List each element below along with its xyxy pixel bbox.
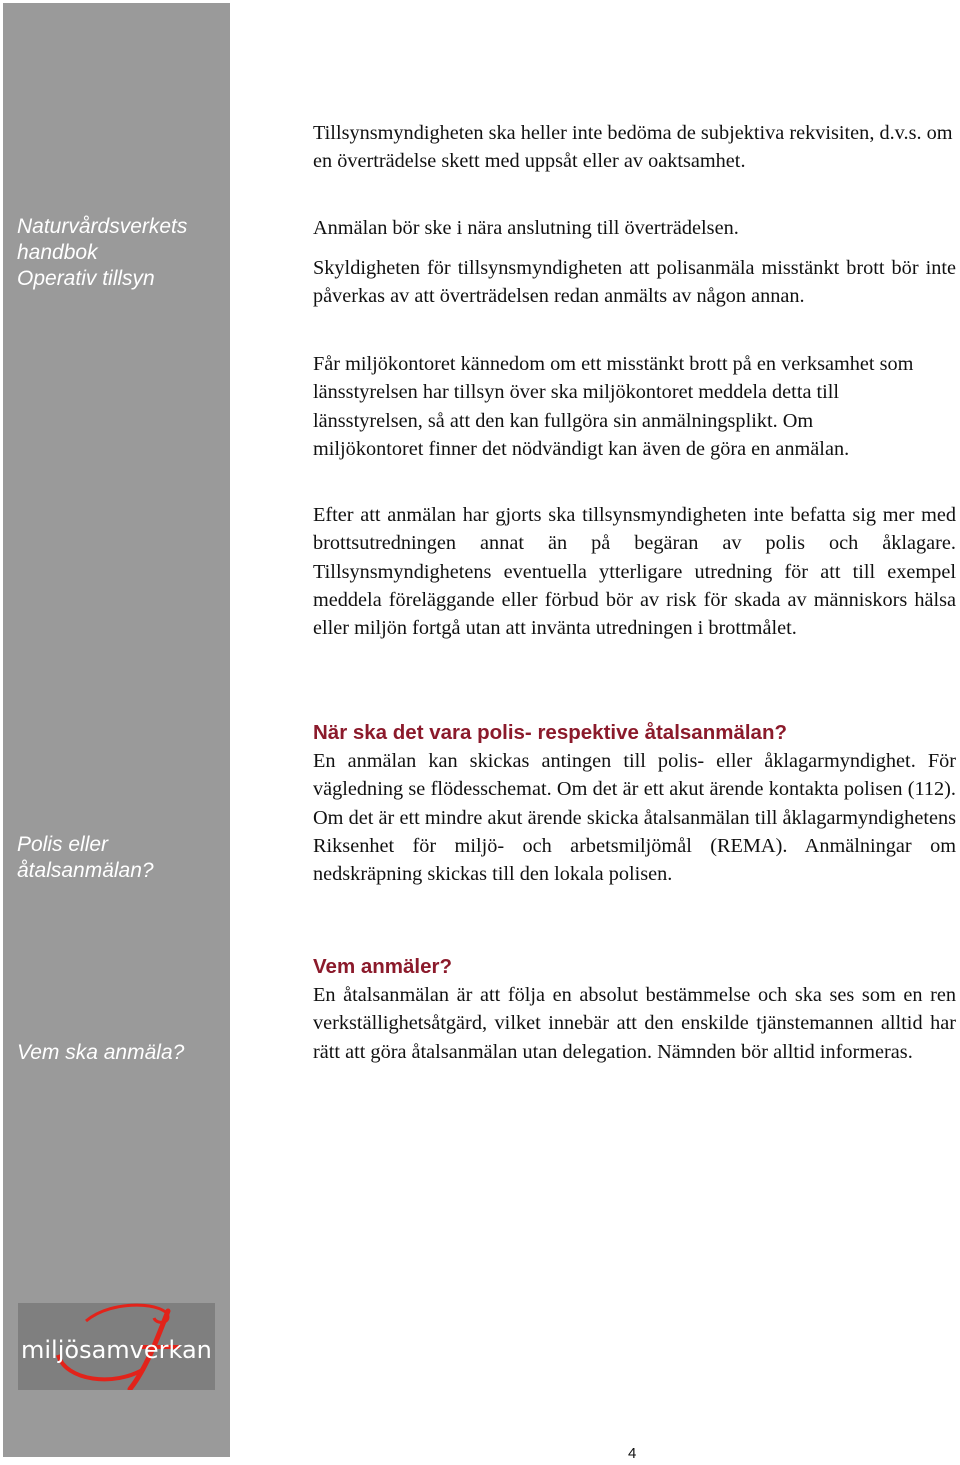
- paragraph-environment-office: [313, 350, 923, 463]
- miljosamverkan-logo: [18, 1303, 215, 1390]
- margin-note-vem: [17, 1040, 217, 1066]
- logo-graphic: [18, 1303, 215, 1390]
- paragraph-subjective-elements: [313, 119, 956, 176]
- paragraph-text: Efter att anmälan har gjorts ska tillsynsmyndigheten inte befatta sig mer med brottsutredningen annat än på begäran av polis och åklagare. Tillsynsmyndighetens eventuella ytterligare utredning för att till exempel meddela föreläggande eller förbud bör av risk för skada av människors hälsa eller miljön fortgå utan att invänta utredningen i brottmålet.: [313, 504, 956, 640]
- paragraph-text: Tillsynsmyndigheten ska heller inte bedöma de subjektiva rekvisiten, d.v.s. om en överträdelse skett med uppsåt eller av oaktsamhet.: [313, 122, 953, 173]
- paragraph-text: Anmälan bör ske i nära anslutning till överträdelsen.: [313, 217, 739, 239]
- margin-note-line: Polis eller: [17, 833, 109, 856]
- page-number: 4: [628, 1445, 637, 1462]
- section-heading: Vem anmäler?: [313, 955, 453, 978]
- handbook-title: [17, 214, 217, 292]
- paragraph-text: Skyldigheten för tillsynsmyndigheten att polisanmäla misstänkt brott bör inte påverkas av att överträdelsen redan anmälts av någon annan.: [313, 257, 956, 308]
- section-polis-or-prosecutor: [313, 719, 956, 888]
- section-heading: När ska det vara polis- respektive åtalsanmälan?: [313, 721, 788, 744]
- handbook-subtitle-line: Operativ tillsyn: [17, 267, 155, 290]
- handbook-title-line: Naturvårdsverkets: [17, 215, 188, 238]
- paragraph-duty: [313, 254, 956, 311]
- margin-note-line: åtalsanmälan?: [17, 859, 154, 882]
- section-who-reports: [313, 953, 956, 1066]
- handbook-title-line: handbok: [17, 241, 98, 264]
- paragraph-after-report: [313, 501, 956, 642]
- paragraph-text: Får miljökontoret kännedom om ett misstänkt brott på en verksamhet som länsstyrelsen har tillsyn över ska miljökontoret meddela detta till länsstyrelsen, så att den kan fullgöra sin anmälningsplikt. Om miljökontoret finner det nödvändigt kan även de göra en anmälan.: [313, 353, 914, 460]
- paragraph-text: En anmälan kan skickas antingen till polis- eller åklagarmyndighet. För vägledning se flödesschemat. Om det är ett akut ärende kontakta polisen (112). Om det är ett mindre akut ärende skicka åtalsanmälan till åklagarmyndighetens Riksenhet för miljö- och arbetsmiljömål (REMA). Anmälningar om nedskräpning skickas till den lokala polisen.: [313, 750, 956, 886]
- logo-wordmark: miljösamverkan: [21, 1336, 212, 1364]
- paragraph-text: En åtalsanmälan är att följa en absolut bestämmelse och ska ses som en ren verkställighetsåtgärd, vilket innebär att den enskilde tjänstemannen alltid har rätt att göra åtalsanmälan utan delegation. Nämnden bör alltid informeras.: [313, 984, 956, 1063]
- margin-note-polis: [17, 832, 217, 884]
- margin-note-line: Vem ska anmäla?: [17, 1041, 185, 1064]
- paragraph-timing: [313, 214, 956, 242]
